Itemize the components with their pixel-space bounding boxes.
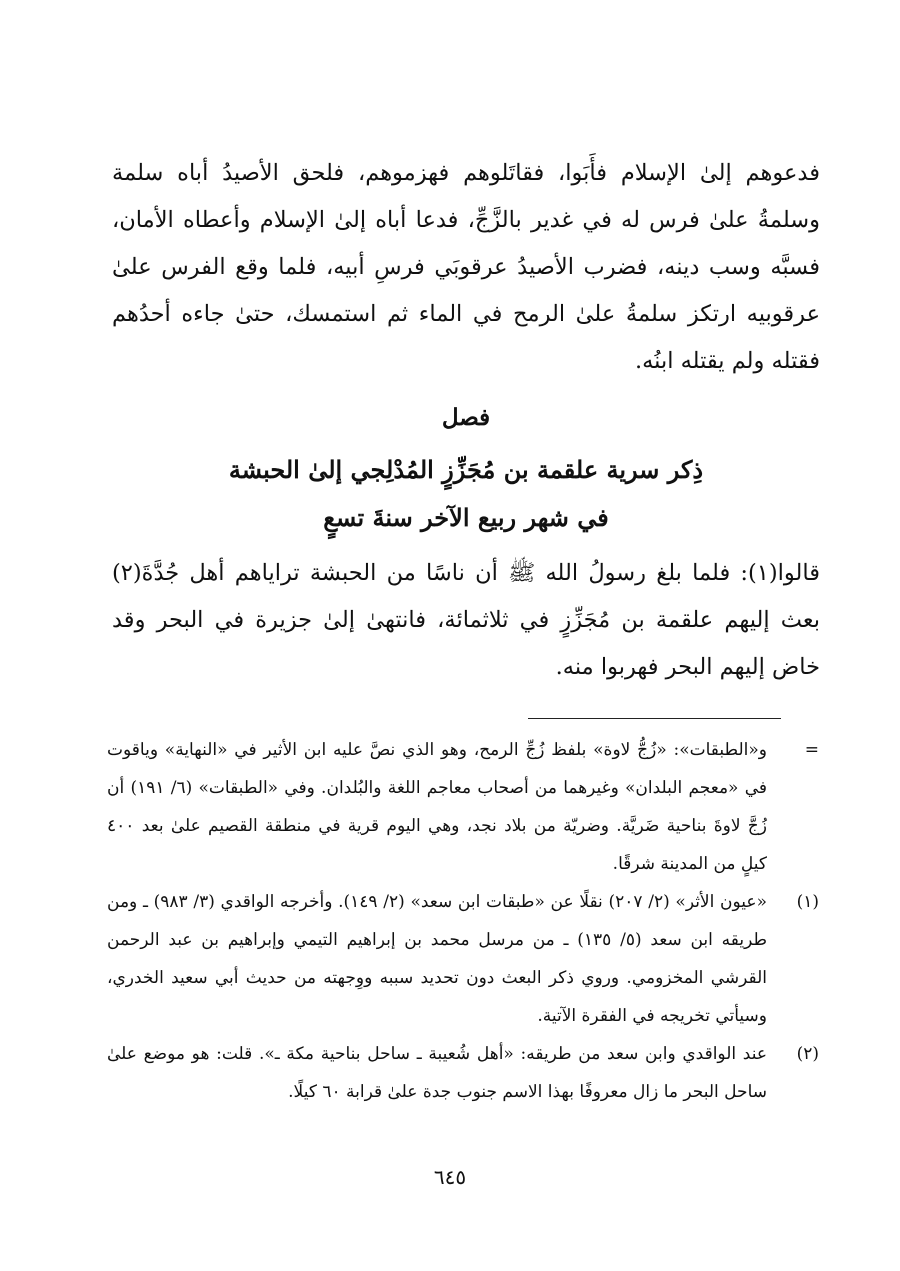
paragraph-1: فدعوهم إلىٰ الإسلام فأَبَوا، فقاتَلوهم فهزموهم، فلحق الأصيدُ أباه سلمة وسلمةُ علىٰ فرس له في غدير بالزَّجِّ، فدعا أباه إلىٰ الإسلام وأعطاه الأمان، فسبَّه وسب دينه، فضرب الأصيدُ عرقوبَي فرسِ أبيه، فلما وقع الفرس علىٰ عرقوبيه ارتكز سلمةُ علىٰ الرمح في الماء ثم استمسك، حتىٰ جاءه أحدُهم فقتله ولم يقتله ابنُه. — [112, 160, 820, 374]
chapter-title-line-1: ذِكر سرية علقمة بن مُجَزِّزٍ المُدْلِجي إلىٰ الحبشة — [228, 455, 704, 484]
paragraph-2: قالوا(١): فلما بلغ رسولُ الله ﷺ أن ناسًا من الحبشة تراياهم أهل جُدَّةَ(٢) بعث إليهم علقمة بن مُجَزِّزٍ في ثلاثمائة، فانتهىٰ إلىٰ جزيرة في البحر وقد خاض إليهم البحر فهربوا منه. — [112, 560, 820, 680]
footnote-text: «عيون الأثر» (٢/ ٢٠٧) نقلًا عن «طبقات ابن سعد» (٢/ ١٤٩). وأخرجه الواقدي (٣/ ٩٨٣) ـ ومن طريقه ابن سعد (٥/ ١٣٥) ـ من مرسل محمد بن إبراهيم التيمي وإبراهيم بن عبد الرحمن القرشي المخزومي. وروي ذكر البعث دون تحديد سببه ووِجهته من حديث أبي سعيد الخدري، وسيأتي تخريجه في الفقرة الآتية. — [107, 892, 767, 1026]
footnote-text: عند الواقدي وابن سعد من طريقه: «أهل شُعيبة ـ ساحل بناحية مكة ـ». قلت: هو موضع علىٰ ساحل البحر ما زال معروفًا بهذا الاسم جنوب جدة علىٰ قرابة ٦٠ كيلًا. — [107, 1044, 767, 1102]
footnote-marker: (١) — [796, 892, 819, 912]
footnote-marker: = — [804, 740, 819, 760]
page-number: ٦٤٥ — [433, 1165, 467, 1189]
footnote-marker: (٢) — [796, 1044, 819, 1064]
chapter-title-line-2: في شهر ربيع الآخر سنةَ تسعٍ — [323, 503, 609, 532]
footnote-separator — [528, 718, 781, 719]
section-heading-fasl: فصل — [441, 404, 491, 431]
footnote-continued — [107, 731, 819, 883]
body-text-bottom — [112, 550, 820, 691]
footnotes — [107, 731, 819, 1111]
chapter-title — [112, 446, 820, 542]
body-text-top — [112, 150, 820, 385]
footnote-1 — [107, 883, 819, 1035]
footnote-text: و«الطبقات»: «زُجُّ لاوة» بلفظ زُجِّ الرمح، وهو الذي نصَّ عليه ابن الأثير في «النهاية» وياقوت في «معجم البلدان» وغيرهما من أصحاب معاجم اللغة والبُلدان. وفي «الطبقات» (٦/ ١٩١) أن زُجَّ لاوةَ بناحية ضَريَّة. وضريّة من بلاد نجد، وهي اليوم قرية في منطقة القصيم علىٰ بعد ٤٠٠ كيلٍ من المدينة شرقًا. — [107, 740, 767, 874]
footnote-2 — [107, 1035, 819, 1111]
